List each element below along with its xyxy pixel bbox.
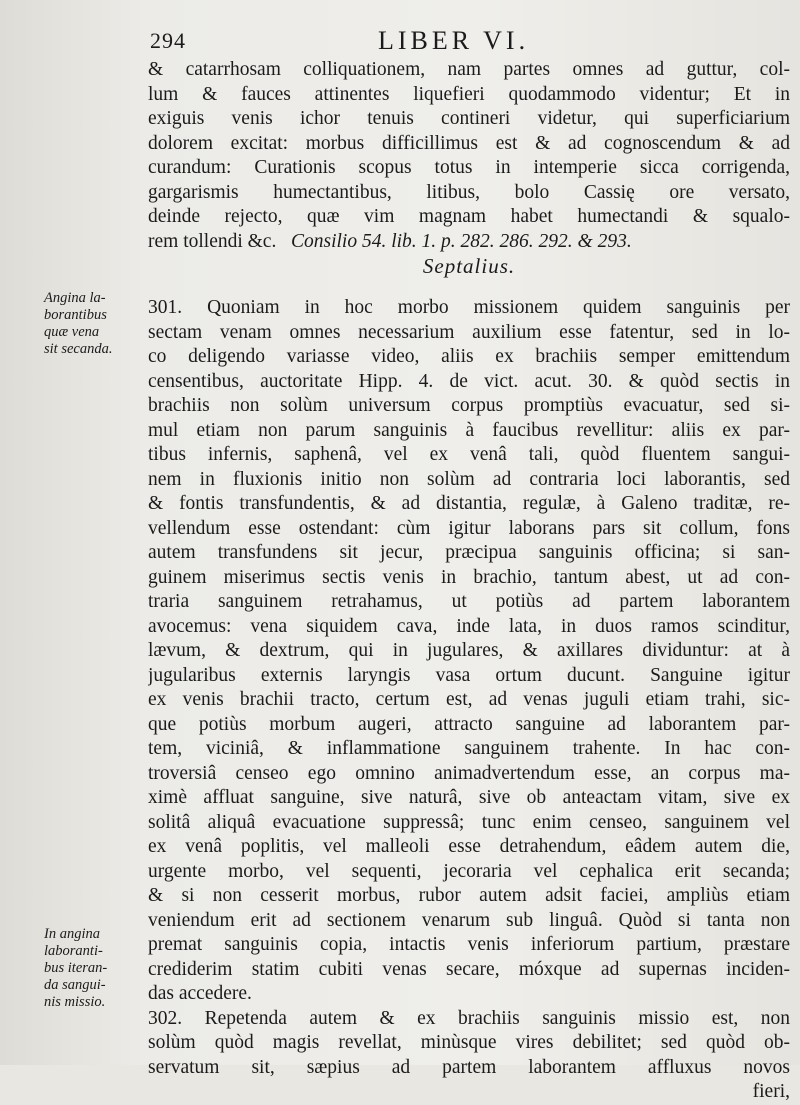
margin-note-line: quæ vena (44, 324, 100, 340)
section-heading: Septalius. (422, 254, 516, 278)
text-line: lævum, & dextrum, qui in jugulares, & axillares dividuntur: at à (148, 640, 790, 661)
text-line: deinde rejecto, quæ vim magnam habet humectandi & squalo- (148, 206, 790, 227)
margin-note-line: borantibus (44, 307, 107, 323)
text-line: mul etiam non parum sanguinis à faucibus revellitur: aliis ex par- (148, 419, 790, 441)
margin-note-line: sit secanda. (44, 341, 113, 357)
text-line: sectam venam omnes necessarium auxilium esse fatentur, sed in lo- (148, 321, 790, 343)
main-paragraph (148, 296, 790, 1105)
text-line: troversiâ censeo ego omnino animadvertendum esse, an corpus ma- (148, 762, 790, 784)
text-line: servatum sit, sæpius ad partem laborantem affluxus novos (148, 1056, 790, 1078)
margin-note-line: In angina (44, 926, 100, 942)
text-line: solùm quòd magis revellat, minùsque vires debilitet; sed quòd ob- (148, 1032, 790, 1053)
page-number: 294 (150, 28, 186, 53)
text-line: ex venis brachii tracto, certum est, ad venas juguli etiam trahi, sic- (148, 689, 790, 710)
text-line: das accedere. (148, 983, 252, 1004)
text-line: 301. Quoniam in hoc morbo missionem quidem sanguinis per (148, 297, 790, 318)
margin-note (44, 290, 144, 358)
text-line: traria sanguinem retrahamus, ut potiùs ad partem laborantem (148, 591, 790, 612)
text-line: urgente morbo, vel sequenti, jecoraria vel cephalica erit secanda; (148, 860, 790, 882)
continued-paragraph (148, 58, 790, 254)
text-line-with-citation (148, 230, 790, 255)
text-line: exiguis venis ichor tenuis contineri videtur, qui superficiarium (148, 108, 790, 129)
text-line: ximè affluat sanguine, sive naturâ, sive ob anteactam vitam, sive ex (148, 787, 790, 808)
text-line: gargarismis humectantibus, litibus, bolo Cassię ore versato, (148, 181, 790, 203)
text-line: co deligendo variasse video, aliis ex brachiis semper emittendum (148, 346, 790, 367)
text-line: crediderim statim cubiti venas secare, móxque ad supernas inciden- (148, 958, 790, 980)
text-line: autem transfundens sit jecur, præcipua sanguinis officina; si san- (148, 542, 790, 563)
text-line: vellendum esse ostendant: cùm igitur laborans pars sit collum, fons (148, 517, 790, 539)
text-line: brachiis non solùm universum corpus promptiùs evacuatur, sed si- (148, 395, 790, 416)
margin-note-line: da sangui- (44, 977, 106, 993)
text-line: fieri, (752, 1081, 790, 1102)
text-line: avocemus: vena siquidem cava, inde lata, in duos ramos scinditur, (148, 615, 790, 637)
text-line: que potiùs morbum augeri, attracto sanguine ad laborantem par- (148, 713, 790, 735)
text-line: rem tollendi &c. (148, 230, 277, 252)
margin-note-line: bus iteran- (44, 960, 108, 976)
margin-note-line: laboranti- (44, 943, 103, 959)
text-line: 302. Repetenda autem & ex brachiis sanguinis missio est, non (148, 1007, 790, 1029)
text-line: jugularibus externis laryngis vasa ortum ducunt. Sanguine igitur (148, 664, 790, 686)
text-line: lum & fauces attinentes liquefieri quodammodo videntur; Et in (148, 83, 790, 105)
text-line: tem, viciniâ, & inflammatione sanguinem trahente. In hac con- (148, 738, 790, 759)
margin-note-line: Angina la- (44, 290, 106, 306)
text-line: censentibus, auctoritate Hipp. 4. de vict. acut. 30. & quòd sectis in (148, 370, 790, 392)
text-line: premat sanguinis copia, intactis venis inferiorum partium, præstare (148, 934, 790, 955)
text-line: nem in fluxionis initio non solùm ad contraria loci laborantis, sed (148, 468, 790, 490)
page-header (150, 22, 790, 55)
text-line: tibus infernis, saphenâ, vel ex venâ tali, quòd fluentem sangui- (148, 444, 790, 465)
text-line: solitâ aliquâ evacuatione suppressâ; tunc enim censeo, sanguinem vel (148, 811, 790, 833)
text-line: veniendum erit ad sectionem venarum sub linguâ. Quòd si tanta non (148, 909, 790, 931)
citation: Consilio 54. lib. 1. p. 282. 286. 292. & 293. (290, 230, 632, 252)
margin-note (44, 926, 144, 1011)
running-title: LIBER VI. (378, 26, 530, 55)
text-line: & si non cesserit morbus, rubor autem adsit faciei, ampliùs etiam (148, 885, 790, 906)
margin-note-line: nis missio. (44, 994, 106, 1010)
text-line: & catarrhosam colliquationem, nam partes omnes ad guttur, col- (148, 59, 790, 80)
text-line: ex venâ poplitis, vel malleoli esse detrahendum, eâdem autem die, (148, 836, 790, 857)
text-line: dolorem excitat: morbus difficillimus est & ad cognoscendum & ad (148, 132, 790, 154)
text-line: curandum: Curationis scopus totus in intemperie sicca corrigenda, (148, 157, 790, 178)
text-line: & fontis transfundentis, & ad distantia, regulæ, à Galeno traditæ, re- (148, 493, 790, 514)
text-line: guinem miserimus sectis venis in brachio, tantum abest, ut ad con- (148, 566, 790, 588)
